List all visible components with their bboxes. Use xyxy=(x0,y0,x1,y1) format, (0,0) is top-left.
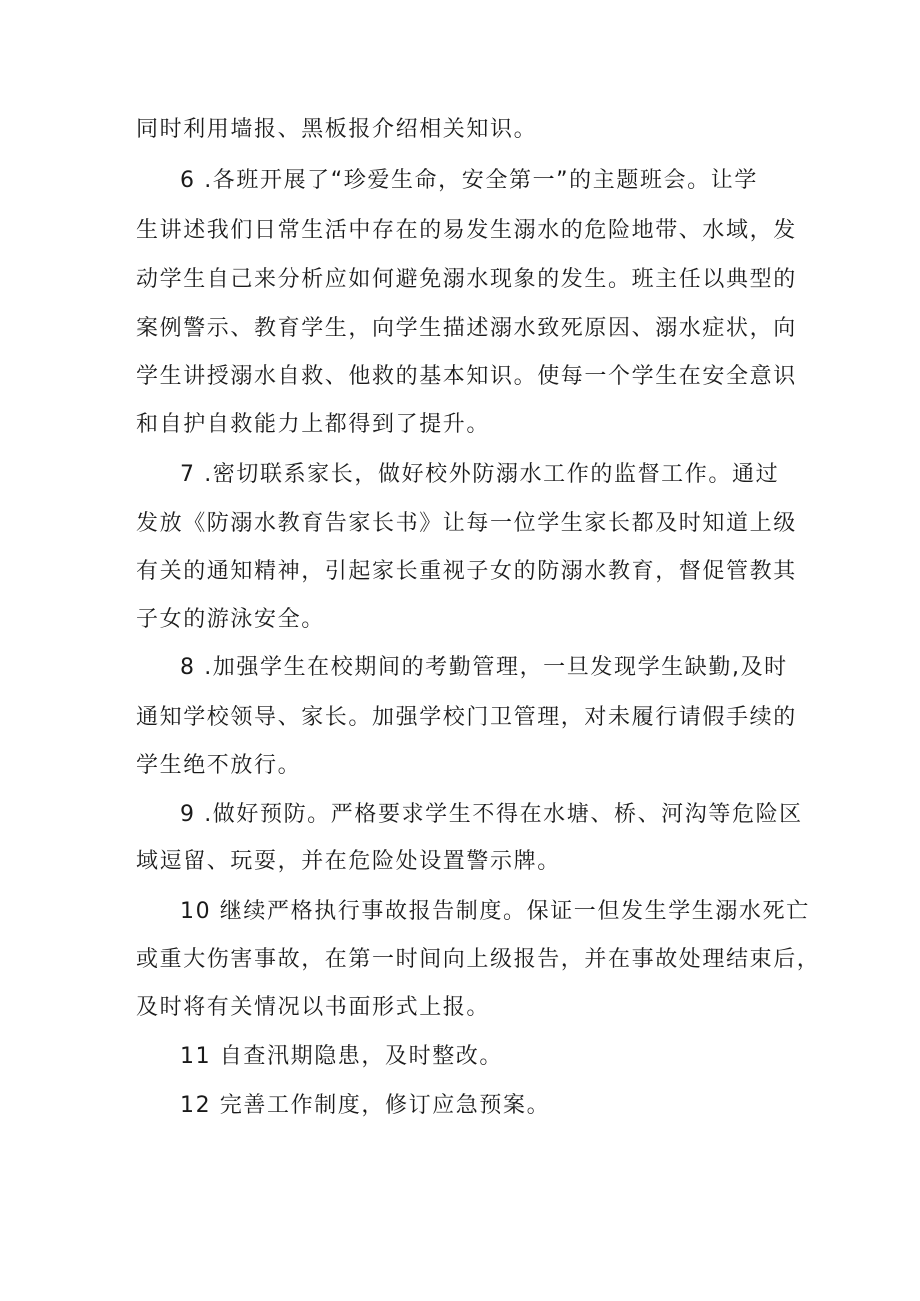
text-line: 同时利用墙报、黑板报介绍相关知识。 xyxy=(136,117,538,142)
text-line: 学生绝不放行。 xyxy=(136,753,302,778)
text-line: 7 .密切联系家长，做好校外防溺水工作的监督工作。通过 xyxy=(180,462,780,487)
text-line: 案例警示、教育学生，向学生描述溺水致死原因、溺水症状，向 xyxy=(136,316,797,341)
text-line: 子女的游泳安全。 xyxy=(136,607,325,632)
text-line: 通知学校领导、家长。加强学校门卫管理，对未履行请假手续的 xyxy=(136,705,797,730)
text-line: 学生讲授溺水自救、他救的基本知识。使每一个学生在安全意识 xyxy=(136,364,797,389)
text-line: 域逗留、玩耍，并在危险处设置警示牌。 xyxy=(136,849,561,874)
text-line: 及时将有关情况以书面形式上报。 xyxy=(136,995,491,1020)
text-line: 8 .加强学生在校期间的考勤管理，一旦发现学生缺勤,及时 xyxy=(180,655,788,680)
text-line: 发放《防溺水教育告家长书》让每一位学生家长都及时知道上级 xyxy=(136,511,797,536)
text-line: 或重大伤害事故，在第一时间向上级报告，并在事故处理结束后， xyxy=(136,947,821,972)
text-line: 11 自查汛期隐患，及时整改。 xyxy=(180,1044,503,1069)
text-line: 和自护自救能力上都得到了提升。 xyxy=(136,412,491,437)
text-line: 生讲述我们日常生活中存在的易发生溺水的危险地带、水域，发 xyxy=(136,218,797,243)
text-line: 动学生自己来分析应如何避免溺水现象的发生。班主任以典型的 xyxy=(136,267,797,292)
text-line: 有关的通知精神，引起家长重视子女的防溺水教育，督促管教其 xyxy=(136,559,797,584)
text-line: 6 .各班开展了“珍爱生命，安全第一”的主题班会。让学 xyxy=(180,168,758,193)
text-line: 12 完善工作制度，修订应急预案。 xyxy=(180,1093,551,1118)
text-line: 10 继续严格执行事故报告制度。保证一但发生学生溺水死亡 xyxy=(180,899,810,924)
text-line: 9 .做好预防。严格要求学生不得在水塘、桥、河沟等危险区 xyxy=(180,802,803,827)
